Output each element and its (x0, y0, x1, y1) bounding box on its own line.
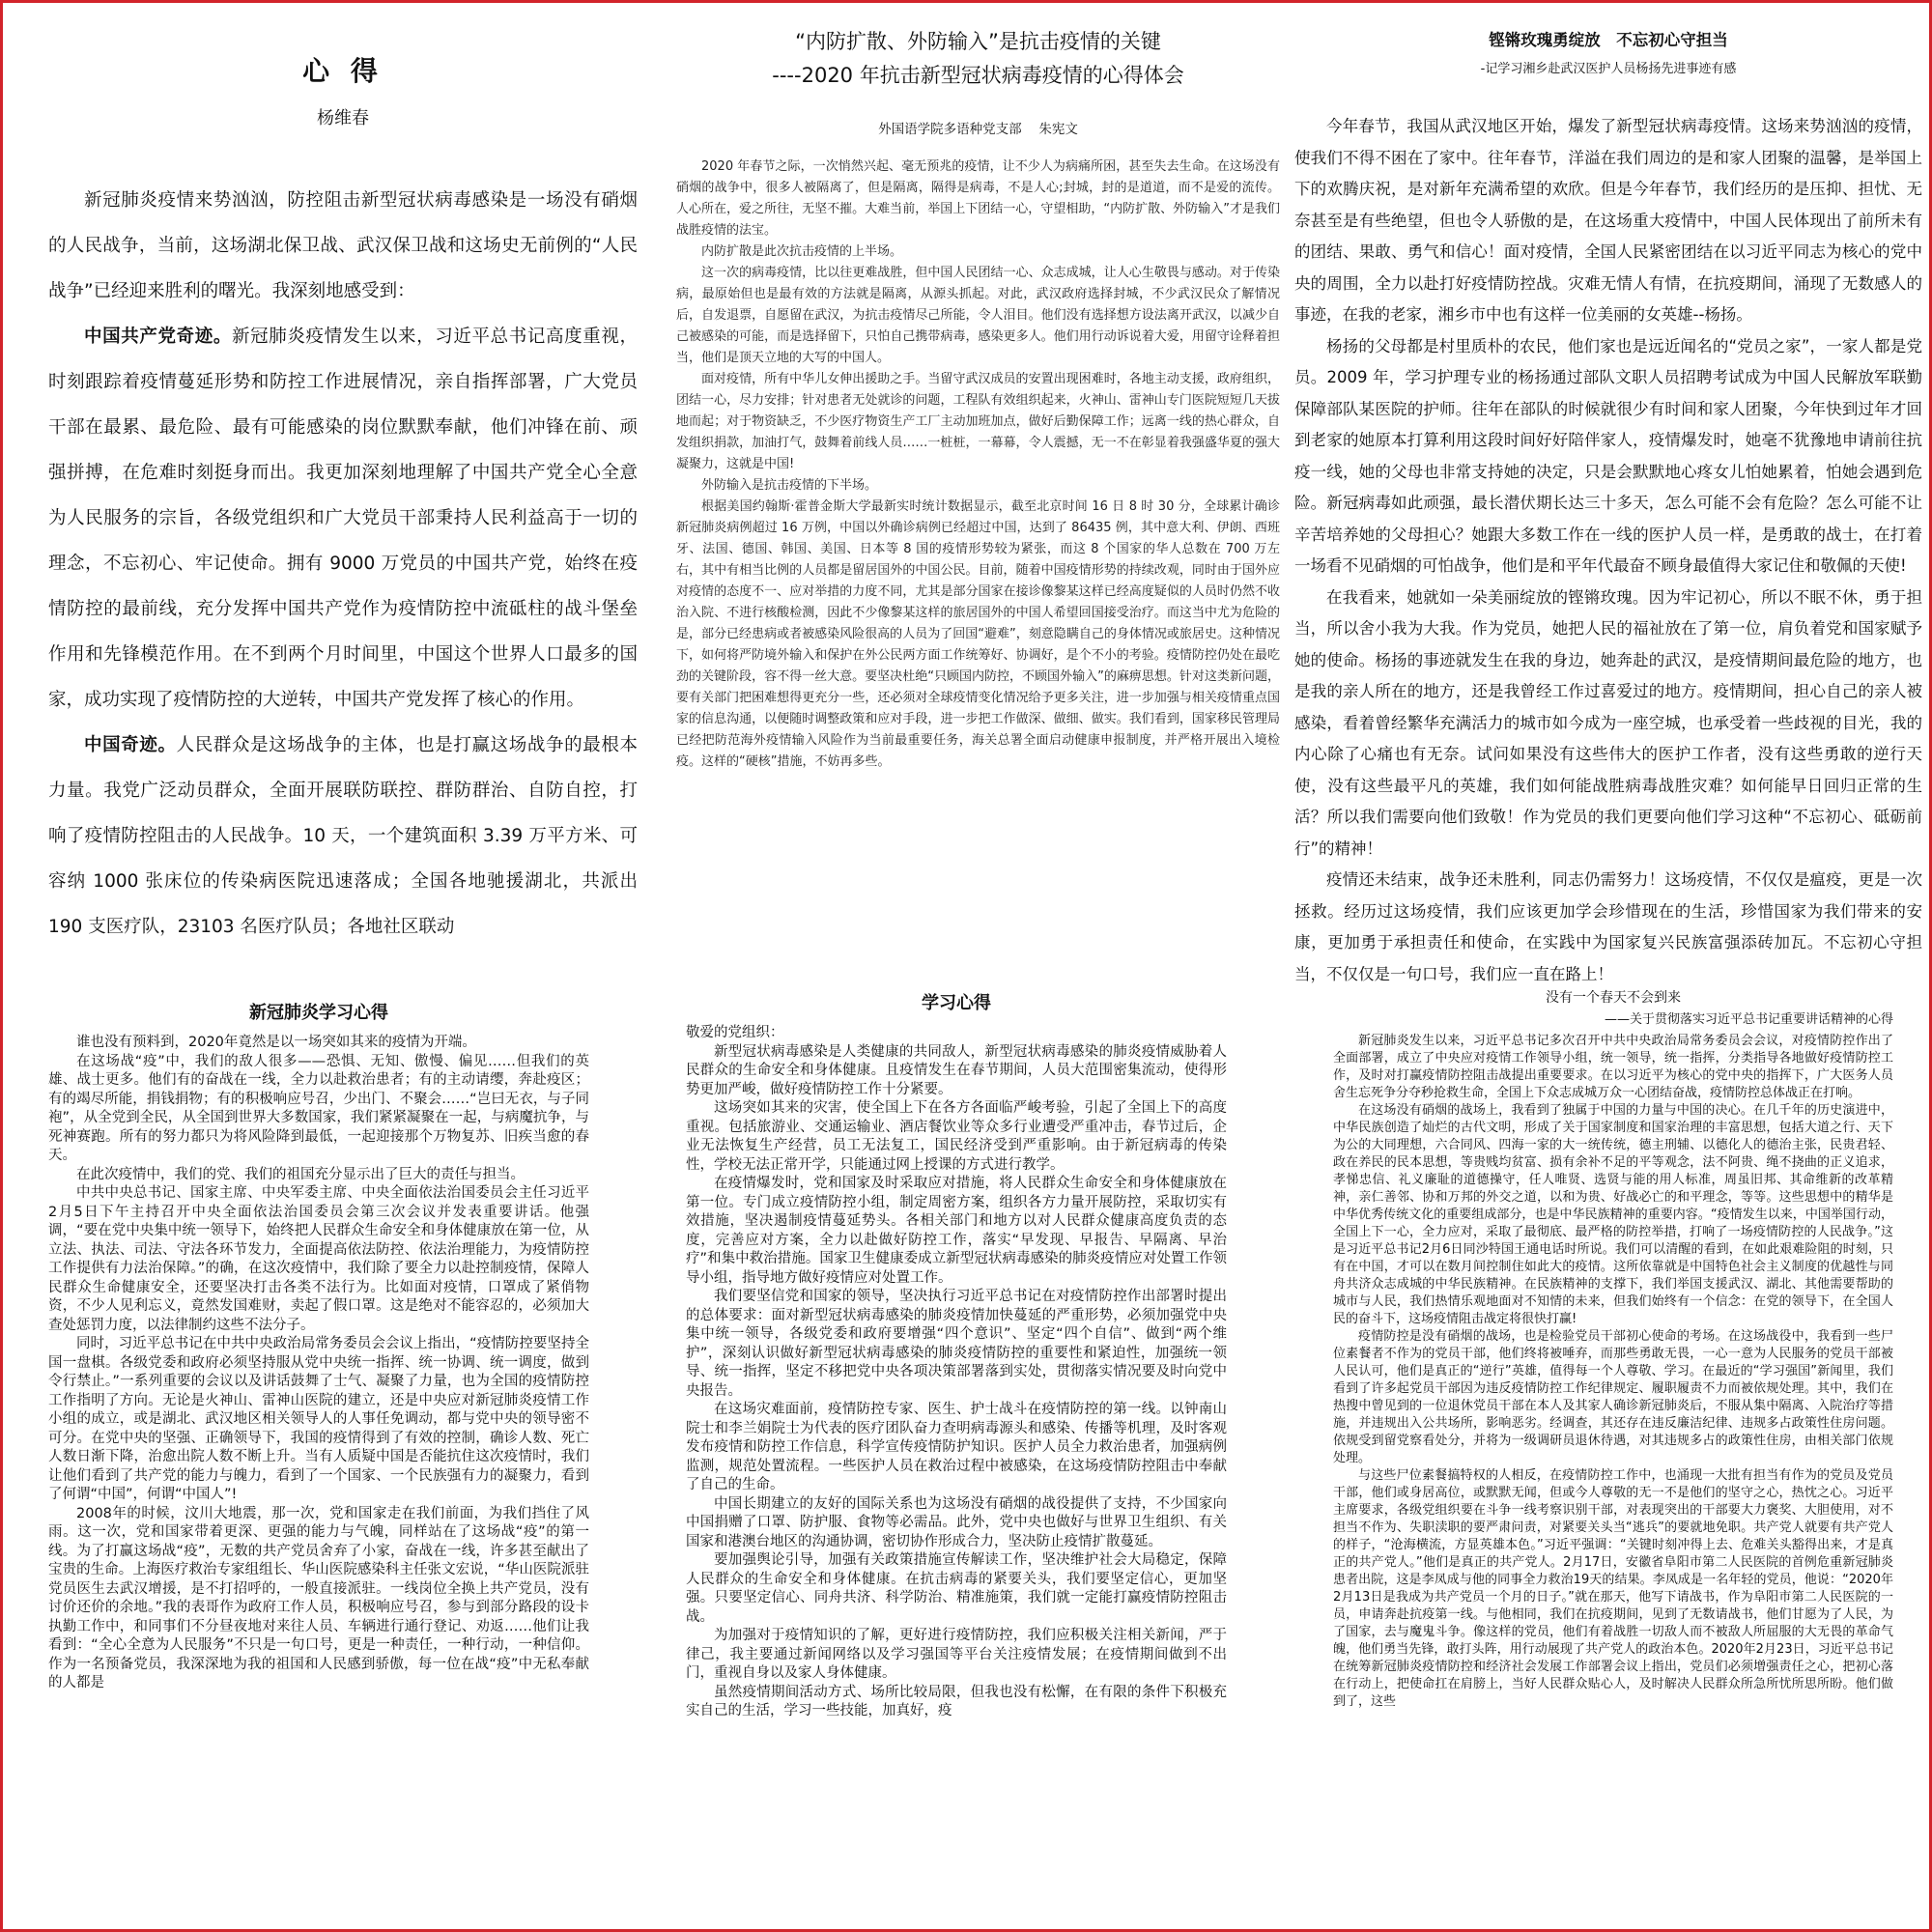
essay-paragraph: 2008年的时候，汶川大地震，那一次，党和国家走在我们前面，为我们挡住了风雨。这一次，党和国家带着更深、更强的能力与气魄，同样站在了这场战“疫”的第一线。为了打赢这场战“疫”，无数的共产党员舍弃了小家，奋战在一线，许多甚至献出了宝贵的生命。上海医疗救治专家组组长、华山医院感染科主任张文宏说，“华山医院派驻党员医生去武汉增援，是不打招呼的，一般直接派驻。一线岗位全换上共产党员，没有讨价还价的余地。”我的表哥作为政府工作人员，积极响应号召，参与到部分路段的设卡执勤工作中，和同事们不分昼夜地对来往人员、车辆进行通行登记、劝返……他们让我看到：“全心全意为人民服务”不只是一句口号，更是一种责任，一种行动，一种信仰。作为一名预备党员，我深深地为我的祖国和人民感到骄傲，每一位在战“疫”中无私奉献的人都是 (48, 1505, 589, 1690)
essay-xinde (48, 39, 638, 956)
essay-subtitle: ——关于贯彻落实习近平总书记重要讲话精神的心得 (1604, 1012, 1893, 1027)
essay-author: 外国语学院多语种党支部 朱宪文 (878, 122, 1078, 137)
essay-paragraph: 疫情防控是没有硝烟的战场，也是检验党员干部初心使命的考场。在这场战役中，我看到一些尸位素餐者不作为的党员干部，他们终将被唾弃，而那些勇敢无畏，一心一意为人民服务的党员干部被人民认可，他们是真正的“逆行”英雄，值得每一个人尊敬、学习。在最近的“学习强国”新闻里，我们看到了许多起党员干部因为违反疫情防控工作纪律规定、履职履责不力而被依规处理。其中，我们在热搜中曾见到的一位退休党员干部在本人及其家人确诊新冠肺炎后，不服从集中隔离、入院治疗等措施，并违规出入公共场所，影响恶劣。经调查，其还存在违反廉洁纪律、违规多占政策性住房问题。依规受到留党察看处分，并将为一级调研员退休待遇，对其违规多占的政策性住房，由相关部门依规处理。 (1333, 1329, 1893, 1465)
essay-paragraph: 疫情还未结束，战争还未胜利，同志仍需努力！这场疫情，不仅仅是瘟疫，更是一次拯救。经历过这场疫情，我们应该更加学会珍惜现在的生活，珍惜国家为我们带来的安康，更加勇于承担责任和使命，在实践中为国家复兴民族富强添砖加瓦。不忘初心守担当，不仅仅是一句口号，我们应一直在路上！ (1294, 870, 1922, 983)
essay-paragraph: 在此次疫情中，我们的党、我们的祖国充分显示出了巨大的责任与担当。 (76, 1166, 525, 1182)
essay-paragraph: 根据美国约翰斯·霍普金斯大学最新实时统计数据显示，截至北京时间 16 日 8 时 30 分，全球累计确诊新冠肺炎病例超过 16 万例，中国以外确诊病例已经超过中国，达到了 86435 例，其中意大利、伊朗、西班牙、法国、德国、韩国、美国、日本等 8 国的疫情形势较为紧张，而这 8 个国家的华人总数在 700 万左右，其中有相当比例的人员都是留居国外的中国公民。目前，随着中国疫情形势的持续改观，同时由于国外应对疫情的态度不一、应对举措的力度不同，尤其是部分国家在接诊像黎某这样已经高度疑似的人员时仍然不收治入院、不进行核酸检测，因此不少像黎某这样的旅居国外的中国人希望回国接受治疗。而这当中尤为危险的是，部分已经患病或者被感染风险很高的人员为了回国“避难”，刻意隐瞒自己的身体情况或旅居史。这种情况下，如何将严防境外输入和保护在外公民两方面工作统筹好、协调好，是个不小的考验。疫情防控仍处在最吃劲的关键阶段，容不得一丝大意。要坚决杜绝“只顾国内防控，不顾国外输入”的麻痹思想。针对这类新问题，要有关部门把困难想得更充分一些，还必须对全球疫情变化情况给予更多关注，进一步加强与相关疫情重点国家的信息沟通，以便随时调整政策和应对手段，进一步把工作做深、做细、做实。我们看到，国家移民管理局已经把防范海外疫情输入风险作为当前最重要任务，海关总署全面启动健康申报制度，并严格开展出入境检疫。这样的“硬核”措施，不妨再多些。 (676, 499, 1280, 769)
essay-paragraph: 虽然疫情期间活动方式、场所比较局限，但我也没有松懈，在有限的条件下积极充实自己的生活，学习一些技能，加真好，疫 (686, 1684, 1227, 1719)
essay-paragraph: 在这场没有硝烟的战场上，我看到了独属于中国的力量与中国的决心。在几千年的历史演进中，中华民族创造了灿烂的古代文明，形成了关于国家制度和国家治理的丰富思想，包括大道之行、天下为公的大同理想，六合同风、四海一家的大一统传统，德主刑辅、以德化人的德治主张，民贵君轻、政在养民的民本思想，等贵贱均贫富、损有余补不足的平等观念，法不阿贵、绳不挠曲的正义追求，孝悌忠信、礼义廉耻的道德操守，任人唯贤、选贤与能的用人标准，周虽旧邦、其命维新的改革精神，亲仁善邻、协和万邦的外交之道，以和为贵、好战必亡的和平理念，等等。这些思想中的精华是中华优秀传统文化的重要组成部分，也是中华民族精神的重要内容。“疫情发生以来，中国举国行动，全国上下一心，全力应对，采取了最彻底、最严格的防控举措，打响了一场疫情防控的人民战争。”这是习近平总书记2月6日同沙特国王通电话时所说。我们可以清醒的看到，在如此艰难险阻的时刻，只有在中国，才可以在数月间控制住如此大的疫情。这所依靠就是中国特色社会主义制度的优越性与同舟共济众志成城的中华民族精神。在民族精神的支撑下，我们举国支援武汉、湖北、其他需要帮助的城市与人民，我们热情乐观地面对不知情的未来，但我们始终有一个信念：在党的领导下，在全国人民的奋斗下，这场疫情阻击战定将很快打赢! (1333, 1103, 1893, 1326)
essay-paragraph: 这一次的病毒疫情，比以往更难战胜，但中国人民团结一心、众志成城，让人心生敬畏与感动。对于传染病，最原始但也是最有效的方法就是隔离，从源头抓起。对此，武汉政府选择封城，不少武汉民众了解情况后，自发退票，自愿留在武汉，为抗击疫情尽己所能，令人泪目。他们没有选择想方设法离开武汉，以减少自己被感染的可能，而是选择留下，只怕自己携带病毒，感染更多人。他们用行动诉说着大爱，用留守诠释着担当，他们是顶天立地的大写的中国人。 (676, 266, 1280, 365)
paragraph-lead: 中国奇迹。 (84, 735, 177, 755)
essay-paragraph: 今年春节，我国从武汉地区开始，爆发了新型冠状病毒疫情。这场来势汹汹的疫情，使我们不得不困在了家中。往年春节，洋溢在我们周边的是和家人团聚的温馨，是举国上下的欢腾庆祝，是对新年充满希望的欢欣。但是今年春节，我们经历的是压抑、担忧、无奈甚至是有些绝望，但也令人骄傲的是，在这场重大疫情中，中国人民体现出了前所未有的团结、果敢、勇气和信心！面对疫情，全国人民紧密团结在以习近平同志为核心的党中央的周围，全力以赴打好疫情防控战。灾难无情人有情，在抗疫期间，涌现了无数感人的事迹，在我的老家，湘乡市中也有这样一位美丽的女英雄--杨扬。 (1294, 117, 1922, 324)
essay-subtitle: -记学习湘乡赴武汉医护人员杨扬先进事迹有感 (1480, 62, 1737, 76)
essay-xuexi-xinde (686, 985, 1227, 1918)
essay-keng-qiang-mei-gui (1294, 19, 1922, 983)
essay-paragraph: 谁也没有预料到，2020年竟然是以一场突如其来的疫情为开端。 (76, 1035, 476, 1050)
paragraph-lead: 中国共产党奇迹。 (84, 327, 232, 347)
essay-paragraph: 这场突如其来的灾害，使全国上下在各方各面临严峻考验，引起了全国上下的高度重视。包括旅游业、交通运输业、酒店餐饮业等众多行业遭受严重冲击，春节过后，企业无法恢复生产经营，员工无法复工，国民经济受到严重影响。由于新冠病毒的传染性，学校无法正常开学，只能通过网上授课的方式进行教学。 (686, 1100, 1227, 1173)
essay-paragraph: 面对疫情，所有中华儿女伸出援助之手。当留守武汉成员的安置出现困难时，各地主动支援，政府组织，团结一心，尽力安排；针对患者无处就诊的问题，工程队有效组织起来，火神山、雷神山专门医院短短几天拔地而起；对于物资缺乏，不少医疗物资生产工厂主动加班加点，做好后勤保障工作；远离一线的热心群众，自发组织捐款，加油打气，鼓舞着前线人员……一桩桩，一幕幕，令人震撼，无一不在彰显着我强盛华夏的强大凝聚力，这就是中国! (676, 372, 1280, 471)
essay-xinguan-xuexi (48, 995, 589, 1913)
essay-title: 新冠肺炎学习心得 (249, 1003, 388, 1023)
essay-paragraph: 新型冠状病毒感染是人类健康的共同敌人，新型冠状病毒感染的肺炎疫情威胁着人民群众的生命安全和身体健康。且疫情发生在春节期间，人员大范围密集流动，使得形势更加严峻，做好疫情防控工作十分紧要。 (686, 1043, 1227, 1097)
essay-title: 没有一个春天不会到来 (1546, 990, 1681, 1006)
essay-subtitle: ----2020 年抗击新型冠状病毒疫情的心得体会 (772, 64, 1184, 87)
essay-paragraph: 新冠肺炎发生以来，习近平总书记多次召开中共中央政治局常务委员会会议，对疫情防控作出了全面部署，成立了中央应对疫情工作领导小组，统一领导，统一指挥，分类指导各地做好疫情防控工作，及时对打赢疫情防控阻击战提出重要要求。在以习近平为核心的党中央的指挥下，广大医务人员舍生忘死争分夺秒抢救生命，全国上下众志成城万众一心团结奋战，疫情防控总体战正在打响。 (1333, 1034, 1893, 1100)
essay-paragraph: 2020 年春节之际，一次悄然兴起、毫无预兆的疫情，让不少人为病痛所困，甚至失去生命。在这场没有硝烟的战争中，很多人被隔离了，但是隔离，隔得是病毒，不是人心;封城，封的是道道，而不是爱的流传。人心所在，爱之所往，无坚不摧。大难当前，举国上下团结一心，守望相助，“内防扩散、外防输入”才是我们战胜疫情的法宝。 (676, 159, 1280, 238)
essay-title: 铿锵玫瑰勇绽放 不忘初心守担当 (1489, 31, 1728, 49)
essay-paragraph (48, 314, 638, 723)
essay-paragraph: 中共中央总书记、国家主席、中央军委主席、中央全面依法治国委员会主任习近平2月5日下午主持召开中央全面依法治国委员会第三次会议并发表重要讲话。他强调，“要在党中央集中统一领导下，始终把人民群众生命安全和身体健康放在第一位，从立法、执法、司法、守法各环节发力，全面提高依法防控、依法治理能力，为疫情防控工作提供有力法治保障。”的确，在这次疫情中，我们除了要全力以赴控制疫情，保障人民群众生命健康安全，还要坚决打击各类不法行为。比如面对疫情，口罩成了紧俏物资，不少人见利忘义，竟然发国难财，卖起了假口罩。这是绝对不能容忍的，必须加大查处惩罚力度，以法律制约这些不法分子。 (48, 1185, 589, 1333)
essay-paragraph: 在我看来，她就如一朵美丽绽放的铿锵玫瑰。因为牢记初心，所以不眠不休，勇于担当，所以舍小我为大我。作为党员，她把人民的福祉放在了第一位，肩负着党和国家赋予她的使命。杨扬的事迹就发生在我的身边，她奔赴的武汉，是疫情期间最危险的地方，也是我的亲人所在的地方，还是我曾经工作过喜爱过的地方。疫情期间，担心自己的亲人被感染，看着曾经繁华充满活力的城市如今成为一座空城，也承受着一些歧视的目光，我的内心除了心痛也有无奈。试问如果没有这些伟大的医护工作者，没有这些勇敢的逆行天使，没有这些最平凡的英雄，我们如何能战胜病毒战胜灾难？如何能早日回归正常的生活？所以我们需要向他们致敬！作为党员的我们更要向他们学习这种“不忘初心、砥砺前行”的精神！ (1294, 587, 1922, 858)
essay-paragraph: 要加强舆论引导，加强有关政策措施宣传解读工作，坚决维护社会大局稳定，保障人民群众的生命安全和身体健康。在抗击病毒的紧要关头，我们要坚定信心，更加坚强。只要坚定信心、同舟共济、科学防治、精准施策，我们就一定能打赢疫情防控阻击战。 (686, 1552, 1227, 1625)
paragraph-body: 新冠肺炎疫情发生以来，习近平总书记高度重视，时刻跟踪着疫情蔓延形势和防控工作进展情况，亲自指挥部署，广大党员干部在最累、最危险、最有可能感染的岗位默默奉献，他们冲锋在前、顽强拼搏，在危难时刻挺身而出。我更加深刻地理解了中国共产党全心全意为人民服务的宗旨，各级党组织和广大党员干部秉持人民利益高于一切的理念，不忘初心、牢记使命。拥有 9000 万党员的中国共产党，始终在疫情防控的最前线，充分发挥中国共产党作为疫情防控中流砥柱的战斗堡垒作用和先锋模范作用。在不到两个月时间里，中国这个世界人口最多的国家，成功实现了疫情防控的大逆转，中国共产党发挥了核心的作用。 (48, 327, 638, 710)
essay-title: 学习心得 (922, 993, 991, 1013)
essay-paragraph: 外防输入是抗击疫情的下半场。 (701, 478, 878, 493)
essay-paragraph: 新冠肺炎疫情来势汹汹，防控阻击新型冠状病毒感染是一场没有硝烟的人民战争，当前，这场湖北保卫战、武汉保卫战和这场史无前例的“人民战争”已经迎来胜利的曙光。我深刻地感受到： (48, 190, 638, 301)
essay-paragraph: 杨扬的父母都是村里质朴的农民，他们家也是远近闻名的“党员之家”，一家人都是党员。2009 年，学习护理专业的杨扬通过部队文职人员招聘考试成为中国人民解放军联勤保障部队某医院的护师。往年在部队的时候就很少有时间和家人团聚，今年快到过年才回到老家的她原本打算利用这段时间好好陪伴家人，疫情爆发时，她毫不犹豫地申请前往抗疫一线，她的父母也非常支持她的决定，只是会默默地心疼女儿怕她累着，怕她会遇到危险。新冠病毒如此顽强，最长潜伏期长达三十多天，怎么可能不会有危险？怎么可能不让辛苦培养她的父母担心？她跟大多数工作在一线的医护人员一样，是勇敢的战士，在打着一场看不见硝烟的可怕战争，他们是和平年代最奋不顾身最值得大家记住和敬佩的天使! (1294, 336, 1922, 575)
essay-chuntian (1333, 985, 1893, 1918)
essay-neifang-waifang (676, 19, 1280, 952)
essay-paragraph: 与这些尸位素餐搞特权的人相反，在疫情防控工作中，也涌现一大批有担当有作为的党员及党员干部，他们或身居高位，或默默无闻，但或今人尊敬的无一不是他们的坚守之心，热忱之心。习近平主席要求，各级党组织要在斗争一线考察识别干部，对表现突出的干部要大力褒奖、大胆使用，对不担当不作为、失职渎职的要严肃问责，对紧要关头当“逃兵”的要就地免职。共产党人就要有共产党人的样子，“沧海横流，方显英雄本色。”习近平强调：“关键时刻冲得上去、危难关头豁得出来，才是真正的共产党人。”他们是真正的共产党人。2月17日，安徽省阜阳市第二人民医院的首例危重新冠肺炎患者出院，这是李凤成与他的同事全力救治19天的结果。李凤成是一名年轻的党员，他说：“2020年2月13日是我成为共产党员一个月的日子。”就在那天，他写下请战书，作为阜阳市第二人民医院的一员，申请奔赴抗疫第一线。与他相同，我们在抗疫期间，见到了无数请战书，他们甘愿为了人民，为了国家，去与魔鬼斗争。像这样的党员，他们有着战胜一切敌人而不被敌人所屈服的大无畏的革命气魄，他们勇当先锋，敢打头阵，用行动展现了共产党人的政治本色。2020年2月23日，习近平总书记在统筹新冠肺炎疫情防控和经济社会发展工作部署会议上指出，党员们必须增强责任之心，把初心落在行动上，把使命扛在肩膀上，当好人民群众贴心人，及时解决人民群众所急所忧所思所盼。他们做到了，这些 (1333, 1468, 1893, 1709)
essay-title: “内防扩散、外防输入”是抗击疫情的关键 (795, 30, 1161, 53)
essay-paragraph: 同时，习近平总书记在中共中央政治局常务委员会会议上指出，“疫情防控要坚持全国一盘棋。各级党委和政府必须坚持服从党中央统一指挥、统一协调、统一调度，做到令行禁止。”一系列重要的会议以及讲话鼓舞了士气、凝聚了力量，也为全国的疫情防控工作指明了方向。无论是火神山、雷神山医院的建立，还是中央应对新冠肺炎疫情工作小组的成立，或是湖北、武汉地区相关领导人的人事任免调动，都与党中央的领导密不可分。在党中央的坚强、正确领导下，我国的疫情得到了有效的控制，确诊人数、死亡人数日渐下降，治愈出院人数不断上升。当有人质疑中国是否能抗住这次疫情时，我们让他们看到了共产党的能力与魄力，看到了一个国家、一个民族强有力的凝聚力，看到了何谓“中国”，何谓“中国人”! (48, 1336, 589, 1502)
paragraph-body: 人民群众是这场战争的主体，也是打赢这场战争的最根本力量。我党广泛动员群众，全面开展联防联控、群防群治、自防自控，打响了疫情防控阻击的人民战争。10 天，一个建筑面积 3.39 万平方米、可容纳 1000 张床位的传染病医院迅速落成；全国各地驰援湖北，共派出 190 支医疗队，23103 名医疗队员；各地社区联动 (48, 735, 638, 937)
essay-paragraph: 在这场灾难面前，疫情防控专家、医生、护士战斗在疫情防控的第一线。以钟南山院士和李兰娟院士为代表的医疗团队奋力查明病毒源头和感染、传播等机理，及时客观发布疫情和防控工作信息，科学宣传疫情防护知识。医护人员全力救治患者，加强病例监测，规范处置流程。一些医护人员在救治过程中被感染，在这场疫情防控阻击中奉献了自己的生命。 (686, 1402, 1227, 1492)
essay-paragraph: 我们要坚信党和国家的领导，坚决执行习近平总书记在对疫情防控作出部署时提出的总体要求：面对新型冠状病毒感染的肺炎疫情加快蔓延的严重形势，必须加强党中央集中统一领导，各级党委和政府要增强“四个意识”、坚定“四个自信”、做到“两个维护”，深刻认识做好新型冠状病毒感染的肺炎疫情防控的重要性和紧迫性，加强统一领导、统一指挥，坚定不移把党中央各项决策部署落到实处，贯彻落实情况要及时向党中央报告。 (686, 1289, 1227, 1399)
essay-paragraph: 内防扩散是此次抗击疫情的上半场。 (701, 244, 903, 259)
essay-paragraph (48, 723, 638, 950)
essay-greeting: 敬爱的党组织： (686, 1025, 784, 1040)
essay-paragraph: 在疫情爆发时，党和国家及时采取应对措施，将人民群众生命安全和身体健康放在第一位。专门成立疫情防控小组，制定周密方案，组织各方力量开展防控，采取切实有效措施，坚决遏制疫情蔓延势头。各相关部门和地方以对人民群众健康高度负责的态度，完善应对方案，全力以赴做好防控工作，落实“早发现、早报告、早隔离、早治疗”和集中救治措施。国家卫生健康委成立新型冠状病毒感染的肺炎疫情应对处置工作领导小组，指导地方做好疫情应对处置工作。 (686, 1176, 1227, 1286)
essay-author: 杨维春 (317, 108, 369, 128)
essay-paragraph: 中国长期建立的友好的国际关系也为这场没有硝烟的战役提供了支持，不少国家向中国捐赠了口罩、防护服、食物等必需品。此外，党中央也做好与世界卫生组织、有关国家和港澳台地区的沟通协调，密切协作形成合力，坚决防止疫情扩散蔓延。 (686, 1495, 1227, 1549)
essay-paragraph: 在这场战“疫”中，我们的敌人很多——恐惧、无知、傲慢、偏见……但我们的英雄、战士更多。他们有的奋战在一线，全力以赴救治患者；有的主动请缨，奔赴疫区；有的竭尽所能，捐钱捐物；有的积极响应号召，少出门、不聚会……“岂曰无衣，与子同袍”，从全党到全民，从全国到世界大多数国家，我们紧紧凝聚在一起，与病魔抗争，与死神赛跑。所有的努力都只为将风险降到最低，一起迎接那个万物复苏、旧疾当愈的春天。 (48, 1053, 589, 1163)
essay-title: 心 得 (302, 55, 384, 87)
essay-paragraph: 为加强对于疫情知识的了解，更好进行疫情防控，我们应积极关注相关新闻，严于律己，我主要通过新闻网络以及学习强国等平台关注疫情发展；在疫情期间做到不出门，重视自身以及家人身体健康。 (686, 1628, 1227, 1681)
